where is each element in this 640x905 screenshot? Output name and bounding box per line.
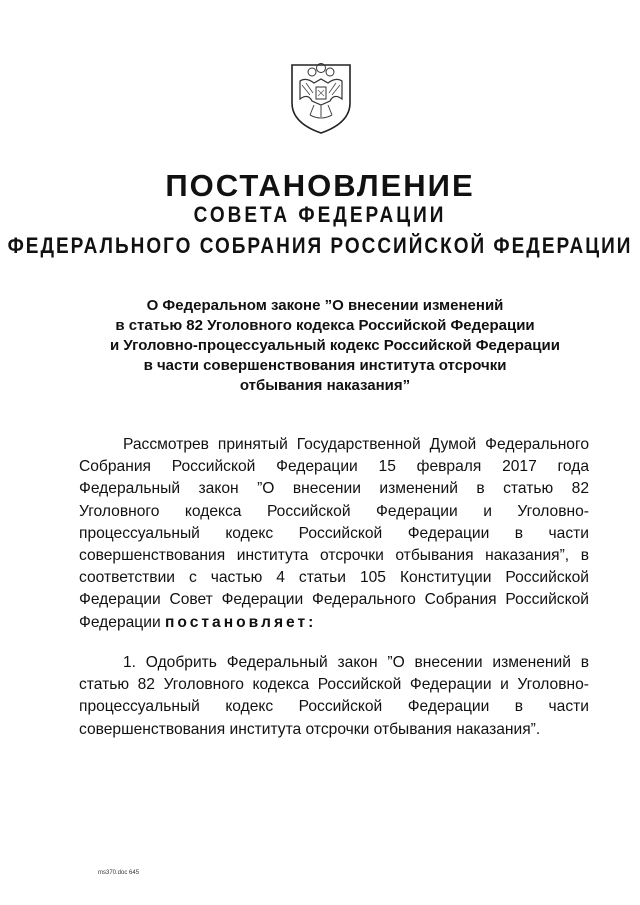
document-subject [110, 296, 560, 396]
paragraph-line: Федерации Совет Федерации Федерального Собрания Российской [79, 591, 589, 609]
coat-of-arms-emblem [286, 59, 356, 135]
subject-line: О Федеральном законе ”О внесении изменений [146, 297, 504, 314]
paragraph-line: процессуальный кодекс Российской Федерации в части [79, 524, 589, 542]
paragraph-line: статью 82 Уголовного кодекса Российской Федерации и Уголовно- [79, 676, 589, 694]
document-title: ПОСТАНОВЛЕНИЕ [165, 168, 475, 203]
decree-keyword: постановляет: [165, 613, 317, 631]
paragraph-line: Собрания Российской Федерации 15 февраля 2017 года [79, 458, 589, 476]
final-line-text: Федерации [79, 613, 161, 631]
resolution-item-1 [79, 652, 589, 741]
paragraph-line: Уголовного кодекса Российской Федерации и Уголовно- [79, 502, 589, 520]
subject-line: в части совершенствования института отсрочки [143, 357, 507, 374]
paragraph-line: Федеральный закон ”О внесении изменений в статью 82 [79, 480, 589, 498]
paragraph-line: Рассмотрев принятый Государственной Думой Федерального [123, 436, 589, 453]
paragraph-line: совершенствования института отсрочки отбывания наказания”, в [79, 547, 589, 565]
preamble-paragraph [79, 434, 589, 634]
issuer-line-1: СОВЕТА ФЕДЕРАЦИИ [193, 203, 447, 228]
subject-line: и Уголовно-процессуальный кодекс Российской Федерации [110, 337, 560, 354]
subject-line: отбывания наказания” [239, 377, 411, 394]
issuer-line-2: ФЕДЕРАЛЬНОГО СОБРАНИЯ РОССИЙСКОЙ ФЕДЕРАЦИИ [7, 234, 633, 259]
paragraph-line: соответствии с частью 4 статьи 105 Конституции Российской [79, 569, 589, 587]
paragraph-line: процессуальный кодекс Российской Федерации в части [79, 698, 589, 716]
subject-line: в статью 82 Уголовного кодекса Российской Федерации [115, 317, 535, 334]
paragraph-line: совершенствования института отсрочки отбывания наказания”. [79, 720, 541, 738]
document-reference: ms370.doc 645 [98, 870, 140, 876]
paragraph-line-final [79, 612, 589, 634]
paragraph-line: 1. Одобрить Федеральный закон ”О внесении изменений в [123, 654, 589, 671]
